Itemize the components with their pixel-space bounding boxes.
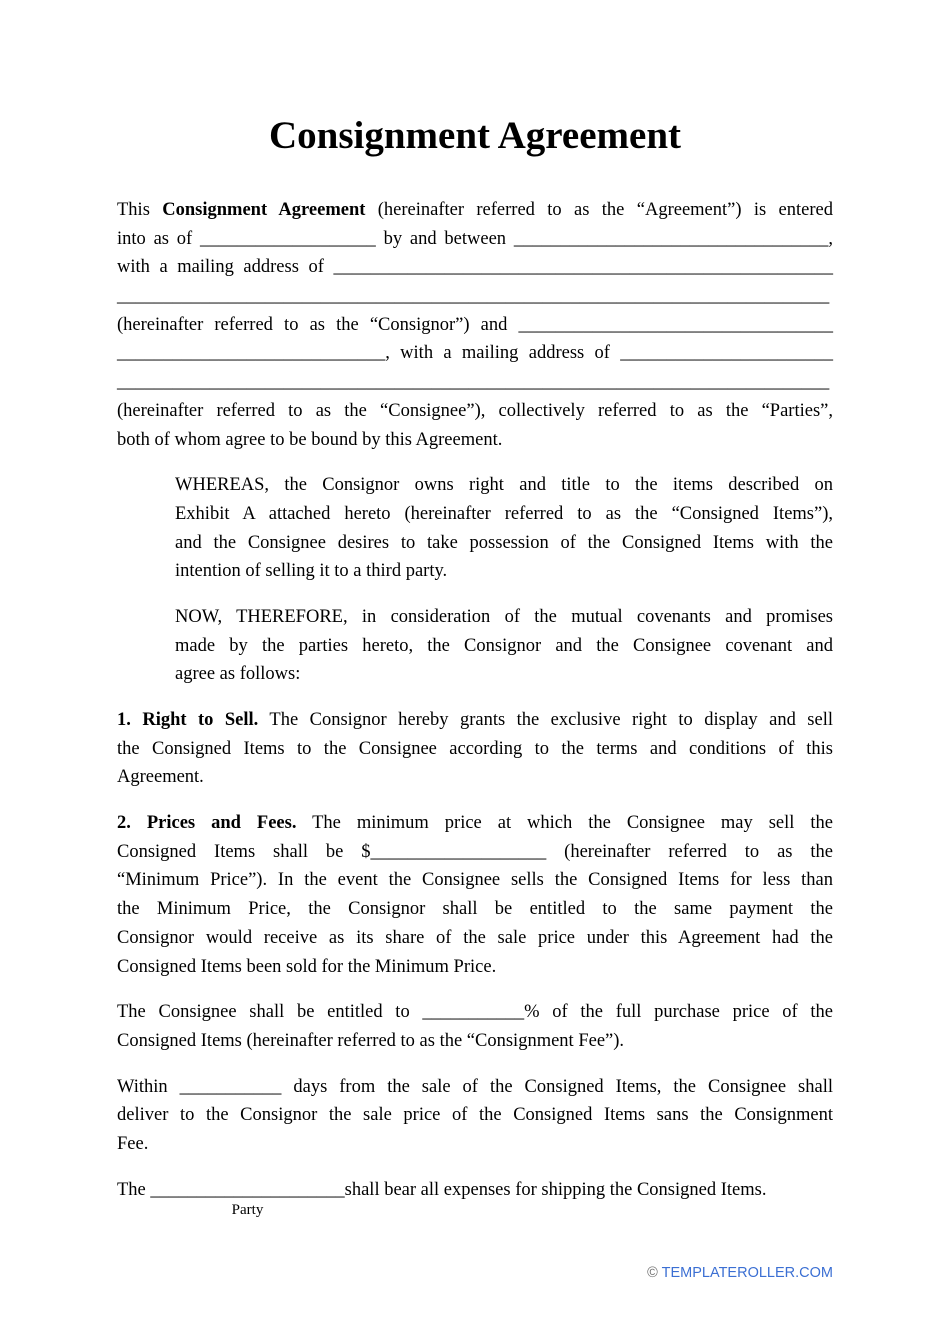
blank-field: ___________ [422,1002,525,1023]
text-line [175,632,833,661]
text: The [117,1179,151,1200]
blank-field: ___________ [179,1076,282,1097]
text-line [117,196,833,225]
text: both of whom agree to be bound by this Agreement. [117,429,503,450]
footer [647,1264,833,1283]
text: Within [117,1076,180,1097]
text: Consigned Items (hereinafter referred to as the “Consignment Fee”). [117,1030,625,1051]
text-line [117,253,833,282]
text: with a mailing address of [117,257,334,278]
text: the Minimum Price, the Consignor shall be entitled to the same payment the [117,899,833,920]
text: % of the full purchase price of the [524,1002,834,1023]
text-line [175,529,833,558]
bold-text: 1. Right to Sell. [117,710,259,730]
paragraph-right-to-sell [117,706,833,792]
text-line [117,924,833,953]
blank-field: _____________________________________________________________________________ [117,372,830,393]
text: Agreement. [117,767,204,788]
text-line [175,603,833,632]
text: into as of [117,228,201,249]
blank-caption: Party [231,1201,264,1218]
document-title: Consignment Agreement [269,114,681,157]
text: The minimum price at which the Consignee may sell the [296,813,833,834]
text: WHEREAS, the Consignor owns right and title to the items described on [175,475,833,496]
text-line [117,998,833,1027]
text: intention of selling it to a third party. [175,561,448,582]
text: (hereinafter referred to as the “Consignee”), collectively referred to as the “Parties”, [117,400,833,421]
text-line [117,838,833,867]
text-line [117,426,833,455]
bold-text: Consignment Agreement [162,200,366,220]
text-line [117,809,833,838]
text: This [117,200,163,220]
text: “Minimum Price”). In the event the Consignee sells the Consigned Items for less than [117,870,833,891]
text-line [175,500,833,529]
blank-field-party: _____________________ Party [150,1179,345,1218]
text-line [117,895,833,924]
text-line [117,397,833,426]
blank-field: ______________________________________________________ [333,257,833,278]
text-line [117,311,833,340]
blank-field: _____________________________________________________________________________ [117,286,830,307]
paragraph-whereas [175,471,833,586]
paragraph-consignment-fee [117,998,833,1055]
text: Consignor would receive as its share of the sale price under this Agreement had the [117,927,833,948]
text-line [117,866,833,895]
text-line [117,735,833,764]
text: NOW, THEREFORE, in consideration of the mutual covenants and promises [175,606,833,627]
text-line [175,660,833,689]
text: (hereinafter referred to as the “Agreement”) is entered [365,200,833,220]
text: The Consignee shall be entitled to [117,1002,423,1023]
text-line [117,1101,833,1130]
text: agree as follows: [175,664,301,685]
text: The Consignor hereby grants the exclusive right to display and sell [258,710,833,730]
blank-field: _______________________ [620,343,833,364]
text-line [175,471,833,500]
text-line [117,953,833,982]
paragraph-shipping [117,1176,833,1218]
paragraph-preamble [117,196,833,454]
text-line [117,763,833,792]
text-line [117,706,833,735]
text: , with a mailing address of [385,343,621,364]
text-line [117,368,833,397]
text: Consigned Items shall be $ [117,841,371,862]
blank-field: _____________________________ [117,343,386,364]
paragraph-payment-timing [117,1073,833,1159]
text: made by the parties hereto, the Consignor and the Consignee covenant and [175,635,833,656]
blank-field: ___________________ [370,841,547,862]
bold-text: 2. Prices and Fees. [117,813,297,834]
text: Fee. [117,1133,149,1154]
copyright-symbol: © [647,1265,658,1281]
text-line [117,1027,833,1056]
text: (hereinafter referred to as the [546,841,833,862]
text-line [117,1073,833,1102]
blank-field: ___________________ [200,228,376,249]
paragraph-now-therefore [175,603,833,689]
text: deliver to the Consignor the sale price of the Consigned Items sans the Consignment [117,1105,833,1126]
document-body [117,196,834,1218]
text-line [175,557,833,586]
text: Consigned Items been sold for the Minimum Price. [117,956,497,977]
text: , [828,228,833,249]
text-line [117,225,833,254]
text-line [117,1130,833,1159]
text-line [117,282,833,311]
text-line [117,1176,833,1218]
text-line [117,339,833,368]
paragraph-prices-and-fees [117,809,833,981]
text: (hereinafter referred to as the “Consignor”) and [117,314,519,335]
text: days from the sale of the Consigned Items, the Consignee shall [281,1076,834,1097]
blank-field: __________________________________ [518,314,833,335]
blank-field: __________________________________ [513,228,829,249]
text: by and between [375,228,514,249]
text: shall bear all expenses for shipping the Consigned Items. [344,1179,767,1200]
text: the Consigned Items to the Consignee according to the terms and conditions of this [117,738,833,759]
templateroller-link[interactable]: TEMPLATEROLLER.COM [661,1265,833,1281]
text: and the Consignee desires to take possession of the Consigned Items with the [175,532,833,553]
text: Exhibit A attached hereto (hereinafter referred to as the “Consigned Items”), [175,503,833,524]
